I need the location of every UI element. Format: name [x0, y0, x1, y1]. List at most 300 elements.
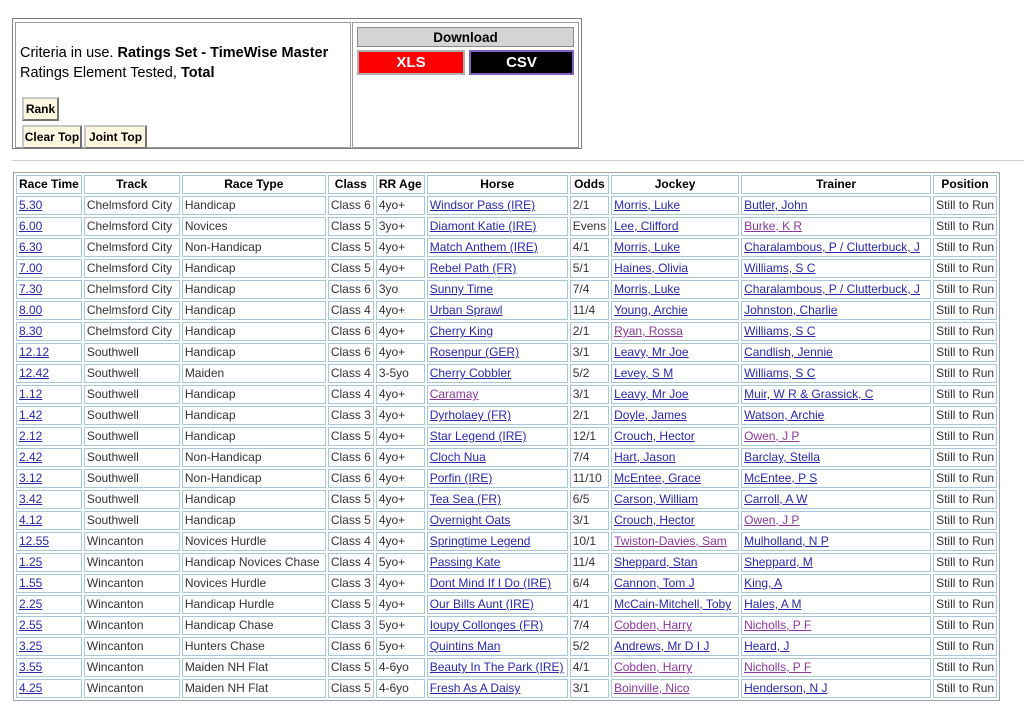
cell-track: Southwell	[84, 469, 180, 488]
cell-class: Class 5	[328, 427, 374, 446]
cell-race-type: Handicap	[182, 280, 326, 299]
rank-button[interactable]: Rank	[22, 97, 59, 121]
cell-odds: 4/1	[570, 595, 609, 614]
horse-link[interactable]: Our Bills Aunt (IRE)	[429, 597, 534, 611]
horse-link[interactable]: Tea Sea (FR)	[429, 492, 502, 506]
jockey-link[interactable]: Crouch, Hector	[614, 429, 695, 443]
cell-horse	[427, 469, 568, 488]
trainer-link[interactable]: Muir, W R & Grassick, C	[744, 387, 874, 401]
horse-link[interactable]: Diamont Katie (IRE)	[429, 219, 537, 233]
jockey-link[interactable]: Morris, Luke	[614, 240, 681, 254]
jockey-link[interactable]: Carson, William	[614, 492, 699, 506]
column-header-rr-age: RR Age	[376, 175, 425, 194]
cell-position: Still to Run	[933, 532, 997, 551]
horse-link[interactable]: Dyrholaey (FR)	[429, 408, 512, 422]
trainer-link[interactable]: Nicholls, P F	[744, 660, 812, 674]
horse-link[interactable]: Cherry King	[429, 324, 494, 338]
jockey-link[interactable]: Haines, Olivia	[614, 261, 689, 275]
horse-link[interactable]: Rebel Path (FR)	[429, 261, 517, 275]
cell-horse	[427, 427, 568, 446]
cell-race-time	[16, 679, 82, 698]
table-row	[16, 532, 997, 551]
jockey-link[interactable]: Crouch, Hector	[614, 513, 695, 527]
cell-race-type: Handicap	[182, 196, 326, 215]
cell-jockey	[611, 343, 739, 362]
horse-link[interactable]: Fresh As A Daisy	[429, 681, 521, 695]
jockey-link[interactable]: Leavy, Mr Joe	[614, 387, 689, 401]
cell-horse	[427, 238, 568, 257]
trainer-link[interactable]: Henderson, N J	[744, 681, 828, 695]
table-row	[16, 469, 997, 488]
cell-class: Class 5	[328, 679, 374, 698]
cell-race-time	[16, 343, 82, 362]
horse-link[interactable]: Star Legend (IRE)	[429, 429, 527, 443]
trainer-link[interactable]: Hales, A M	[744, 597, 802, 611]
trainer-link[interactable]: Candlish, Jennie	[744, 345, 833, 359]
results-table	[13, 172, 1000, 701]
race-time-link[interactable]: 1.55	[19, 576, 43, 590]
cell-race-time	[16, 238, 82, 257]
jockey-link[interactable]: Young, Archie	[614, 303, 688, 317]
cell-odds: 4/1	[570, 658, 609, 677]
cell-race-time	[16, 616, 82, 635]
cell-jockey	[611, 532, 739, 551]
download-csv-button[interactable]: CSV	[469, 50, 574, 75]
cell-class: Class 3	[328, 574, 374, 593]
cell-race-type: Novices	[182, 217, 326, 236]
trainer-link[interactable]: Williams, S C	[744, 366, 816, 380]
race-time-link[interactable]: 7.00	[19, 261, 43, 275]
cell-track: Southwell	[84, 511, 180, 530]
race-time-link[interactable]: 2.12	[19, 429, 43, 443]
column-header-track: Track	[84, 175, 180, 194]
cell-class: Class 6	[328, 322, 374, 341]
criteria-text	[20, 43, 328, 83]
cell-trainer	[741, 679, 931, 698]
cell-class: Class 5	[328, 658, 374, 677]
race-time-link[interactable]: 3.55	[19, 660, 43, 674]
cell-rr-age: 4yo+	[376, 469, 425, 488]
horse-link[interactable]: Porfin (IRE)	[429, 471, 493, 485]
cell-rr-age: 4yo+	[376, 259, 425, 278]
jockey-link[interactable]: Sheppard, Stan	[614, 555, 698, 569]
cell-track: Chelmsford City	[84, 217, 180, 236]
cell-odds: 5/1	[570, 259, 609, 278]
cell-horse	[427, 259, 568, 278]
cell-race-type: Handicap	[182, 322, 326, 341]
cell-horse	[427, 679, 568, 698]
race-time-link[interactable]: 3.12	[19, 471, 43, 485]
cell-race-type: Handicap Novices Chase	[182, 553, 326, 572]
jockey-link[interactable]: Ryan, Rossa	[614, 324, 683, 338]
cell-class: Class 4	[328, 364, 374, 383]
race-time-link[interactable]: 6.00	[19, 219, 43, 233]
cell-rr-age: 4yo+	[376, 238, 425, 257]
cell-track: Southwell	[84, 448, 180, 467]
race-time-link[interactable]: 1.12	[19, 387, 43, 401]
cell-jockey	[611, 217, 739, 236]
cell-trainer	[741, 238, 931, 257]
horse-link[interactable]: Dont Mind If I Do (IRE)	[429, 576, 552, 590]
cell-track: Wincanton	[84, 616, 180, 635]
jockey-link[interactable]: Twiston-Davies, Sam	[614, 534, 727, 548]
race-time-link[interactable]: 4.12	[19, 513, 43, 527]
cell-track: Wincanton	[84, 553, 180, 572]
race-time-link[interactable]: 1.42	[19, 408, 43, 422]
cell-race-time	[16, 511, 82, 530]
cell-rr-age: 5yo+	[376, 553, 425, 572]
clear-top-button[interactable]: Clear Top	[22, 125, 82, 149]
table-row	[16, 259, 997, 278]
joint-top-button[interactable]: Joint Top	[84, 125, 147, 149]
table-row	[16, 385, 997, 404]
cell-odds: 11/10	[570, 469, 609, 488]
jockey-link[interactable]: Leavy, Mr Joe	[614, 345, 689, 359]
horse-link[interactable]: Cherry Cobbler	[429, 366, 512, 380]
jockey-link[interactable]: Boinville, Nico	[614, 681, 690, 695]
cell-trainer	[741, 637, 931, 656]
cell-horse	[427, 301, 568, 320]
cell-track: Southwell	[84, 364, 180, 383]
trainer-link[interactable]: Carroll, A W	[744, 492, 808, 506]
cell-jockey	[611, 427, 739, 446]
trainer-link[interactable]: Williams, S C	[744, 261, 816, 275]
column-header-race-type: Race Type	[182, 175, 326, 194]
cell-horse	[427, 553, 568, 572]
cell-position: Still to Run	[933, 301, 997, 320]
table-row	[16, 427, 997, 446]
trainer-link[interactable]: Johnston, Charlie	[744, 303, 838, 317]
cell-class: Class 5	[328, 259, 374, 278]
cell-rr-age: 5yo+	[376, 616, 425, 635]
cell-race-time	[16, 217, 82, 236]
cell-position: Still to Run	[933, 322, 997, 341]
cell-position: Still to Run	[933, 469, 997, 488]
jockey-link[interactable]: Cobden, Harry	[614, 618, 693, 632]
cell-class: Class 6	[328, 343, 374, 362]
cell-race-time	[16, 427, 82, 446]
cell-horse	[427, 364, 568, 383]
cell-rr-age: 3-5yo	[376, 364, 425, 383]
cell-odds: 7/4	[570, 616, 609, 635]
cell-race-type: Handicap	[182, 259, 326, 278]
cell-track: Wincanton	[84, 574, 180, 593]
cell-position: Still to Run	[933, 427, 997, 446]
horse-link[interactable]: Windsor Pass (IRE)	[429, 198, 536, 212]
cell-horse	[427, 574, 568, 593]
trainer-link[interactable]: Owen, J P	[744, 513, 800, 527]
cell-jockey	[611, 238, 739, 257]
cell-rr-age: 4yo+	[376, 532, 425, 551]
cell-horse	[427, 532, 568, 551]
trainer-link[interactable]: McEntee, P S	[744, 471, 818, 485]
cell-race-type: Non-Handicap	[182, 448, 326, 467]
cell-trainer	[741, 406, 931, 425]
cell-jockey	[611, 196, 739, 215]
cell-race-time	[16, 406, 82, 425]
cell-horse	[427, 217, 568, 236]
ratings-element-name: Total	[180, 65, 215, 81]
column-header-trainer: Trainer	[741, 175, 931, 194]
cell-horse	[427, 511, 568, 530]
cell-rr-age: 4yo+	[376, 196, 425, 215]
cell-trainer	[741, 616, 931, 635]
trainer-link[interactable]: Burke, K R	[744, 219, 803, 233]
jockey-link[interactable]: Hart, Jason	[614, 450, 676, 464]
cell-trainer	[741, 280, 931, 299]
cell-race-type: Handicap Chase	[182, 616, 326, 635]
download-panel	[352, 22, 579, 148]
cell-track: Chelmsford City	[84, 301, 180, 320]
cell-odds: 5/2	[570, 637, 609, 656]
cell-position: Still to Run	[933, 553, 997, 572]
cell-trainer	[741, 511, 931, 530]
race-time-link[interactable]: 8.00	[19, 303, 43, 317]
horse-link[interactable]: Beauty In The Park (IRE)	[429, 660, 564, 674]
jockey-link[interactable]: Andrews, Mr D I J	[614, 639, 710, 653]
cell-class: Class 4	[328, 385, 374, 404]
cell-horse	[427, 322, 568, 341]
cell-trainer	[741, 595, 931, 614]
cell-class: Class 5	[328, 595, 374, 614]
race-time-link[interactable]: 7.30	[19, 282, 43, 296]
cell-position: Still to Run	[933, 511, 997, 530]
cell-odds: 11/4	[570, 301, 609, 320]
table-row	[16, 595, 997, 614]
horse-link[interactable]: Sunny Time	[429, 282, 494, 296]
trainer-link[interactable]: Mulholland, N P	[744, 534, 829, 548]
cell-odds: 5/2	[570, 364, 609, 383]
column-header-jockey: Jockey	[611, 175, 739, 194]
table-row	[16, 364, 997, 383]
table-row	[16, 238, 997, 257]
table-row	[16, 574, 997, 593]
race-time-link[interactable]: 3.25	[19, 639, 43, 653]
cell-jockey	[611, 364, 739, 383]
cell-odds: 11/4	[570, 553, 609, 572]
cell-rr-age: 4-6yo	[376, 658, 425, 677]
cell-race-type: Novices Hurdle	[182, 532, 326, 551]
horse-link[interactable]: Rosenpur (GER)	[429, 345, 520, 359]
cell-class: Class 6	[328, 196, 374, 215]
cell-rr-age: 4yo+	[376, 427, 425, 446]
horse-link[interactable]: Quintins Man	[429, 639, 501, 653]
cell-rr-age: 3yo+	[376, 217, 425, 236]
cell-trainer	[741, 427, 931, 446]
race-time-link[interactable]: 2.55	[19, 618, 43, 632]
cell-rr-age: 4yo+	[376, 406, 425, 425]
cell-track: Chelmsford City	[84, 280, 180, 299]
cell-race-type: Handicap	[182, 427, 326, 446]
cell-race-time	[16, 196, 82, 215]
cell-trainer	[741, 343, 931, 362]
cell-race-type: Handicap	[182, 406, 326, 425]
cell-trainer	[741, 574, 931, 593]
cell-race-type: Handicap	[182, 343, 326, 362]
cell-race-time	[16, 280, 82, 299]
criteria-prefix: Criteria in use.	[20, 45, 118, 61]
cell-rr-age: 3yo	[376, 280, 425, 299]
cell-odds: 2/1	[570, 322, 609, 341]
jockey-link[interactable]: Levey, S M	[614, 366, 674, 380]
cell-horse	[427, 385, 568, 404]
cell-race-time	[16, 469, 82, 488]
cell-class: Class 5	[328, 490, 374, 509]
cell-race-type: Non-Handicap	[182, 469, 326, 488]
cell-jockey	[611, 490, 739, 509]
trainer-link[interactable]: Butler, John	[744, 198, 808, 212]
table-row	[16, 406, 997, 425]
cell-jockey	[611, 259, 739, 278]
horse-link[interactable]: Overnight Oats	[429, 513, 511, 527]
cell-odds: Evens	[570, 217, 609, 236]
table-row	[16, 490, 997, 509]
cell-horse	[427, 490, 568, 509]
cell-class: Class 5	[328, 238, 374, 257]
cell-track: Wincanton	[84, 637, 180, 656]
cell-class: Class 3	[328, 616, 374, 635]
cell-race-time	[16, 658, 82, 677]
horse-link[interactable]: Cloch Nua	[429, 450, 486, 464]
cell-rr-age: 5yo+	[376, 637, 425, 656]
race-time-link[interactable]: 6.30	[19, 240, 43, 254]
cell-race-type: Hunters Chase	[182, 637, 326, 656]
cell-rr-age: 4yo+	[376, 301, 425, 320]
trainer-link[interactable]: Charalambous, P / Clutterbuck, J	[744, 240, 920, 254]
cell-rr-age: 4yo+	[376, 448, 425, 467]
trainer-link[interactable]: Barclay, Stella	[744, 450, 820, 464]
cell-position: Still to Run	[933, 259, 997, 278]
cell-position: Still to Run	[933, 343, 997, 362]
cell-rr-age: 4yo+	[376, 574, 425, 593]
cell-trainer	[741, 448, 931, 467]
jockey-link[interactable]: Morris, Luke	[614, 198, 681, 212]
horse-link[interactable]: Caramay	[429, 387, 479, 401]
cell-race-type: Maiden	[182, 364, 326, 383]
jockey-link[interactable]: Morris, Luke	[614, 282, 681, 296]
download-xls-button[interactable]: XLS	[357, 50, 465, 75]
jockey-link[interactable]: Doyle, James	[614, 408, 687, 422]
trainer-link[interactable]: Charalambous, P / Clutterbuck, J	[744, 282, 920, 296]
cell-rr-age: 4yo+	[376, 385, 425, 404]
cell-odds: 10/1	[570, 532, 609, 551]
cell-trainer	[741, 658, 931, 677]
cell-track: Chelmsford City	[84, 196, 180, 215]
table-row	[16, 343, 997, 362]
race-time-link[interactable]: 12.12	[19, 345, 50, 359]
cell-horse	[427, 406, 568, 425]
cell-track: Southwell	[84, 385, 180, 404]
cell-odds: 7/4	[570, 448, 609, 467]
race-time-link[interactable]: 12.42	[19, 366, 50, 380]
horse-link[interactable]: Urban Sprawl	[429, 303, 503, 317]
cell-position: Still to Run	[933, 658, 997, 677]
column-header-race-time: Race Time	[16, 175, 82, 194]
cell-class: Class 4	[328, 301, 374, 320]
cell-race-type: Novices Hurdle	[182, 574, 326, 593]
cell-position: Still to Run	[933, 574, 997, 593]
race-time-link[interactable]: 2.42	[19, 450, 43, 464]
trainer-link[interactable]: Williams, S C	[744, 324, 816, 338]
race-time-link[interactable]: 1.25	[19, 555, 43, 569]
cell-position: Still to Run	[933, 406, 997, 425]
trainer-link[interactable]: Nicholls, P F	[744, 618, 812, 632]
jockey-link[interactable]: Cobden, Harry	[614, 660, 693, 674]
cell-race-type: Maiden NH Flat	[182, 679, 326, 698]
cell-class: Class 6	[328, 280, 374, 299]
cell-trainer	[741, 364, 931, 383]
horse-link[interactable]: Ioupy Collonges (FR)	[429, 618, 544, 632]
cell-race-type: Handicap	[182, 301, 326, 320]
cell-odds: 3/1	[570, 511, 609, 530]
jockey-link[interactable]: McEntee, Grace	[614, 471, 701, 485]
ratings-set-name: Ratings Set - TimeWise Master	[117, 45, 329, 61]
cell-track: Wincanton	[84, 595, 180, 614]
cell-horse	[427, 280, 568, 299]
cell-horse	[427, 658, 568, 677]
horse-link[interactable]: Springtime Legend	[429, 534, 531, 548]
cell-jockey	[611, 448, 739, 467]
cell-class: Class 5	[328, 511, 374, 530]
race-time-link[interactable]: 5.30	[19, 198, 43, 212]
cell-jockey	[611, 280, 739, 299]
divider	[12, 160, 1024, 161]
horse-link[interactable]: Passing Kate	[429, 555, 501, 569]
cell-track: Southwell	[84, 343, 180, 362]
race-time-link[interactable]: 3.42	[19, 492, 43, 506]
trainer-link[interactable]: Watson, Archie	[744, 408, 825, 422]
table-row	[16, 637, 997, 656]
table-row	[16, 301, 997, 320]
cell-rr-age: 4yo+	[376, 490, 425, 509]
horse-link[interactable]: Match Anthem (IRE)	[429, 240, 538, 254]
cell-position: Still to Run	[933, 679, 997, 698]
cell-position: Still to Run	[933, 595, 997, 614]
cell-jockey	[611, 637, 739, 656]
race-time-link[interactable]: 12.55	[19, 534, 50, 548]
cell-race-type: Non-Handicap	[182, 238, 326, 257]
race-time-link[interactable]: 8.30	[19, 324, 43, 338]
jockey-link[interactable]: McCain-Mitchell, Toby	[614, 597, 732, 611]
cell-trainer	[741, 301, 931, 320]
trainer-link[interactable]: Sheppard, M	[744, 555, 813, 569]
trainer-link[interactable]: Heard, J	[744, 639, 790, 653]
cell-race-time	[16, 637, 82, 656]
jockey-link[interactable]: Cannon, Tom J	[614, 576, 695, 590]
cell-track: Chelmsford City	[84, 259, 180, 278]
cell-jockey	[611, 553, 739, 572]
cell-odds: 2/1	[570, 406, 609, 425]
cell-position: Still to Run	[933, 217, 997, 236]
cell-horse	[427, 343, 568, 362]
cell-class: Class 4	[328, 532, 374, 551]
cell-class: Class 5	[328, 217, 374, 236]
cell-odds: 7/4	[570, 280, 609, 299]
cell-jockey	[611, 406, 739, 425]
criteria-box	[15, 22, 351, 148]
race-time-link[interactable]: 4.25	[19, 681, 43, 695]
trainer-link[interactable]: Owen, J P	[744, 429, 800, 443]
cell-race-time	[16, 532, 82, 551]
table-row	[16, 616, 997, 635]
race-time-link[interactable]: 2.25	[19, 597, 43, 611]
trainer-link[interactable]: King, A	[744, 576, 783, 590]
cell-position: Still to Run	[933, 364, 997, 383]
jockey-link[interactable]: Lee, Clifford	[614, 219, 679, 233]
table-row	[16, 511, 997, 530]
cell-position: Still to Run	[933, 637, 997, 656]
cell-trainer	[741, 196, 931, 215]
